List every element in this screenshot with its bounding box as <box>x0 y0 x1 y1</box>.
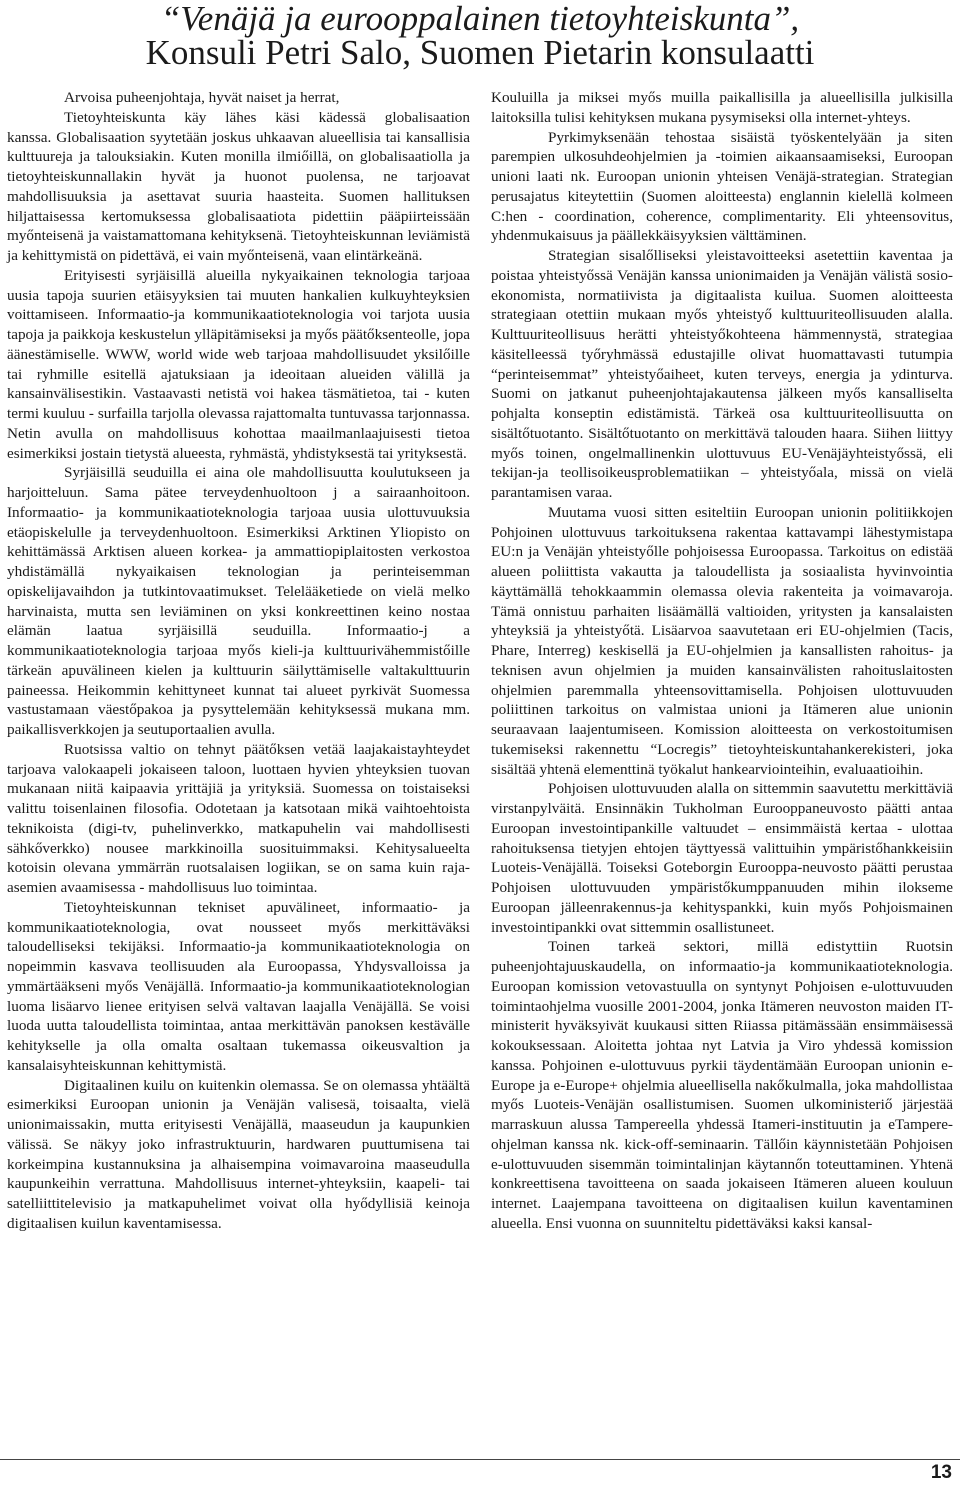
paragraph-text: kanssa. Globalisaation syytetään joskus uhkaavan alueellisia tai kansallisia kulttuureja ja talouksiakin. Kuten monilla ilmiőillä, on globalisaatiolla ja tietoyhteiskunnallakin hyvät ja huonot puolensa, ne tarjoavat mahdollisuuksia ja asettavat suuria haasteita. Suomen hallituksen hiljattaisessa kertomuksessa globalisaatiota pidettiin pääpiirteissään myőnteisenä ja vaistamattomana kehityksenä. Tietoyhteiskunnan leviämistä ja kehittymistä on pidettävä, ei vain myőnteisenä, vaan elintärkeänä. <box>7 128 470 264</box>
paragraph <box>7 88 470 266</box>
paragraph: Syrjäisillä seuduilla ei aina ole mahdollisuutta koulutukseen ja harjoitteluun. Sama pätee terveydenhuoltoon j a sairaanhoitoon. Informaatio- ja kommunikaatioteknologia tarjoaa uusia ulottuvuuksia etäopiskelulle ja terveydenhuoltoon. Esimerkiksi Arktinen Yliopisto on kehittämässä Arktisen alueen korkea- ja ammattiopiplaitosten verkostoa yhdistämällä nykyaikaisen teknologian ja perinteisemman opiskelijavaihdon ja tutkintovaatimukset. Telelääketiede on vielä melko harvinaista, mutta sen leviäminen on yksi konkreettinen keino nostaa elämän laatua syrjäisillä seuduilla. Informaatio-j a kommunikaatioteknologia tarjoaa myős kieli-ja kulttuurivähemmistőille tärkeän apuvälineen kielen ja kulttuurin säilyttämiselle valtakulttuurin paineessa. Heikommin kehittyneet kunnat tai alueet pyrkivät Suomessa vastustamaan väestőpakoa ja pysyttelemään kehityksessä mukana mm. paikallisverkkojen ja seutuportaalien avulla. <box>7 464 470 738</box>
paragraph: Pohjoisen ulottuvuuden alalla on sittemmin saavutettu merkittäviä virstanpylväitä. Ensinnäkin Tukholman Eurooppaneuvosto päätti antaa Euroopan investointipankille valtuudet – ensimmäistä kertaa - ulottaa rahoituksensa tietyjen ehtojen täyttyessä valittuihin ympäristőhankkeisiin Luoteis-Venäjällä. Toiseksi Goteborgin Eurooppa-neuvosto päätti perustaa Pohjoisen ulottuvuuden ympäristőkumppanuuden mihin ilokseme Euroopan jälleenrakennus-ja kehityspankki, kuin myős Pohjoismainen investointipankki ovat sittemmin osallistuneet. <box>491 780 953 936</box>
page-number: 13 <box>930 1462 952 1483</box>
paragraph: Kouluilla ja miksei myős muilla paikallisilla ja alueellisilla julkisilla laitoksilla tulisi kehityksen mukana pysymiseksi olla internet-yhteys. <box>491 89 953 126</box>
footer-rule <box>0 1459 960 1460</box>
paragraph: Toinen tarkeä sektori, millä edistyttiin Ruotsin puheenjohtajuuskaudella, on informaatio-ja kommunikaatioteknologia. Euroopan komission vetovastuulla on syntynyt Pohjoisen e-ulottuvuuden toimintaohjelma vuosille 2001-2004, jonka Itämeren neuvoston maiden IT-ministerit hyväksyivät kuukausi sitten Riiassa pitämässään ensimmäisessä kokouksessaan. Aloitetta johtaa nyt Latvia ja Viro yhdessä komission kanssa. Pohjoinen e-ulottuvuus pyrkii täydentämään Euroopan unionin e-Europe ja e-Europe+ ohjelmia alueellisella nakőkulmalla, joka mahdollistaa myős Luoteis-Venäjän osallistumisen. Suomen ulkoministeriő järjestää marraskuun alussa Tampereella yhdessä Itameri-instituutin ja eTampere-ohjelman kanssa nk. kick-off-seminaarin. Tällőin käynnistetään Pohjoisen e-ulottuvuuden sisemmän toimintalinjan käytannőn toteuttaminen. Yhtenä konkreettisena tavoitteena on saada jokaiseen Itämeren alueen kouluun internet. Laajempana tavoitteena on digitaalisen kuilun kaventaminen alueella. Ensi vuonna on suunniteltu pidettäväksi kaksi kansal- <box>491 938 953 1232</box>
article-title <box>0 2 960 70</box>
paragraph: Erityisesti syrjäisillä alueilla nykyaikainen teknologia tarjoaa uusia tapoja suurien etäisyyksien tai muuten hankalien kulkuyhteyksien voittamiseen. Informaatio-ja kommunikaatioteknologia voi tarjota uusia tapoja ja paikkoja keskustelun ylläpitämiseksi ja myős päätőksenteolle, jopa äänestämiselle. WWW, world wide web tarjoaa mahdollisuudet yksilőille tai ryhmille esitellä ajatuksiaan ja ideoitaan alueiden välillä ja kansainvälisestikin. Vastaavasti netistä voi hakea täsmätietoa, tai - kuten termi kuuluu - surfailla tarjolla olevassa rajattomalta tuntuvassa tarjonnassa. Netin avulla on mahdollisuus kohottaa maailmanlaajuisesti tietoa esimerkiksi jostain tietystä alueesta, ryhmästä, yhdistyksestä tai yrityksestä. <box>7 266 470 462</box>
title-line-1: “Venäjä ja eurooppalainen tietoyhteiskunta”, <box>160 0 800 38</box>
paragraph: Strategian sisalőlliseksi yleistavoitteeksi asetettiin kaventaa ja poistaa yhteistyőssä Venäjän kanssa unionimaiden ja Venäjän välistä sosio-ekonomista, normatiivista ja digitaalista kuilua. Suomen aloitteesta strategiaan otettiin mukaan myős yhteistyő kulttuuriteollisuuden alalla. Kulttuuriteollisuus herätti yhteistyőkohteena hämmennystä, strategiaa käsitelleessä tyőryhmässä edustajille olivat huomattavasti tutumpia “perinteisemmat” yhteistyőaiheet, kuten terveys, energia ja ydinturva. Suomi on jatkanut puheenjohtajakautensa jälkeen myős kansalliselta pohjalta konseptin edistämistä. Tärkeä osa kulttuuriteollisuutta on sisältőtuotanto. Sisältőtuotanto on merkittävä talouden haara. Siihen liittyy myős toinen, ongelmallinenkin ulottuvuus EU-Venäjäyhteistyőssä, eli tekijan-ja teollisoikeusproblematiikan – yhteistyőala, missä on vielä parantamisen varaa. <box>491 247 953 501</box>
paragraph: Ruotsissa valtio on tehnyt päätőksen vetää laajakaistayhteydet tarjoava valokaapeli jokaiseen taloon, luottaen hyvien yhteyksien tuovan mukanaan niitä kaipaavia yrittäjiä ja yrityksiä. Suomessa on toistaiseksi valittu toisenlainen filosofia. Odotetaan ja katsotaan mikä vaihtoehtoista teknikoista (digi-tv, puhelinverkko, matkapuhelin vai mahdollisesti sähkőverkko) nousee markkinoilla suosituimmaksi. Kehitysalueelta kotoisin olevana ymmärrän ruotsalaisen logiikan, se on sama kuin raja-asemien avaamisessa - mahdollisuus luo toimintaa. <box>7 740 470 896</box>
paragraph: Pyrkimyksenään tehostaa sisäistä työskentelyään ja siten parempien ulkosuhdeohjelmien ja -toimien aikaansaamiseksi, Euroopan unioni laati nk. Euroopan unionin yhteisen Venäjä-strategian. Strategian perusajatus kiteytettiin (Suomen aloitteesta) englannin kielellä kolmeen C:hen - coordination, coherence, complimentarity. Eli yhteensovitus, yhdenmukaisuus ja päällekkäisyyksien välttäminen. <box>491 128 953 245</box>
paragraph: Tietoyhteiskunnan tekniset apuvälineet, informaatio- ja kommunikaatioteknologia, ovat nousseet myős merkittäväksi taloudelliseksi tekijäksi. Informaatio-ja kommunikaatioteknologia on nopeimmin kasvava teollisuuden ala Euroopassa, Yhdysvalloissa ja ymmärtääkseni myős Venäjällä. Informaatio-ja kommunikaatioteknologian luoma lisäarvo lienee erityisen selvä valtavan laajalla Venäjällä. Se voisi luoda uutta taloudellista toimintaa, antaa merkittävän panoksen kestävälle kehitykselle ja olla omalta osaltaan tukemassa oikeusvaltion ja kansalaisyhteiskunnan kehittymistä. <box>7 898 470 1074</box>
paragraph: Digitaalinen kuilu on kuitenkin olemassa. Se on olemassa yhtäältä esimerkiksi Euroopan unionin ja Venäjän valisesä, toisaalta, vielä unionimaissakin, mutta erityisesti Venäjällä, maaseudun ja kaupunkien välissä. Se näkyy joko infrastruktuurin, hardwaren puuttumisena tai korkeimpina kustannuksina ja alhaisempina voimavaroina maaseudulla kaupunkeihin verrattuna. Mahdollisuus internet-yhteyksiin, kaapeli- tai satelliittitelevisio ja matkapuhelimet voivat olla hyődyllisiä keinoja digitaalisen kuilun kaventamisessa. <box>7 1076 470 1232</box>
paragraph: Muutama vuosi sitten esiteltiin Euroopan unionin politiikkojen Pohjoinen ulottuvuus tarkoituksena rakentaa kattavampi lähestymistapa EU:n ja Venäjän yhteistyőlle pohjoisessa Euroopassa. Tarkoitus on edistää alueen poliittista vakautta ja taloudellista ja sosiaalista hyvinvointia käyttämällä tehokkaammin olemassa olevia rakenteita ja voimavaroja. Tämä onnistuu parhaiten lisäämällä valtioiden, yritysten ja kansalaisten yhteyksiä ja yhteistyőtä. Lisäarvoa saavutetaan eri EU-ohjelmien (Tacis, Phare, Interreg) keskisellä ja EU-ohjelmien ja kansallisten rahoitus- ja teknisen avun ohjelmien ja muiden kansainvälisten rahoituslaitosten ohjelmien paremmalla yhteensovittamisella. Pohjoisen ulottuvuuden poliittinen tarkoitus on valmistaa unioni ja Itämeren alue unionin seuraavaan laajentumiseen. Komission aloitteesta on verkostoitumisen tukemiseksi rakennettu “Locregis” tietoyhteiskuntahankerekisteri, joka sisältää yhtenä elementtinä työkalut hankearviointeihin, evaluaatioihin. <box>491 503 953 778</box>
salutation-line: Arvoisa puheenjohtaja, hyvät naiset ja herrat, <box>64 89 340 106</box>
right-column <box>491 88 953 1234</box>
opening-line: Tietoyhteiskunta käy lähes käsi kädessä globalisaation <box>64 108 470 126</box>
title-line-2: Konsuli Petri Salo, Suomen Pietarin konsulaatti <box>145 33 815 72</box>
left-column <box>7 88 470 1234</box>
